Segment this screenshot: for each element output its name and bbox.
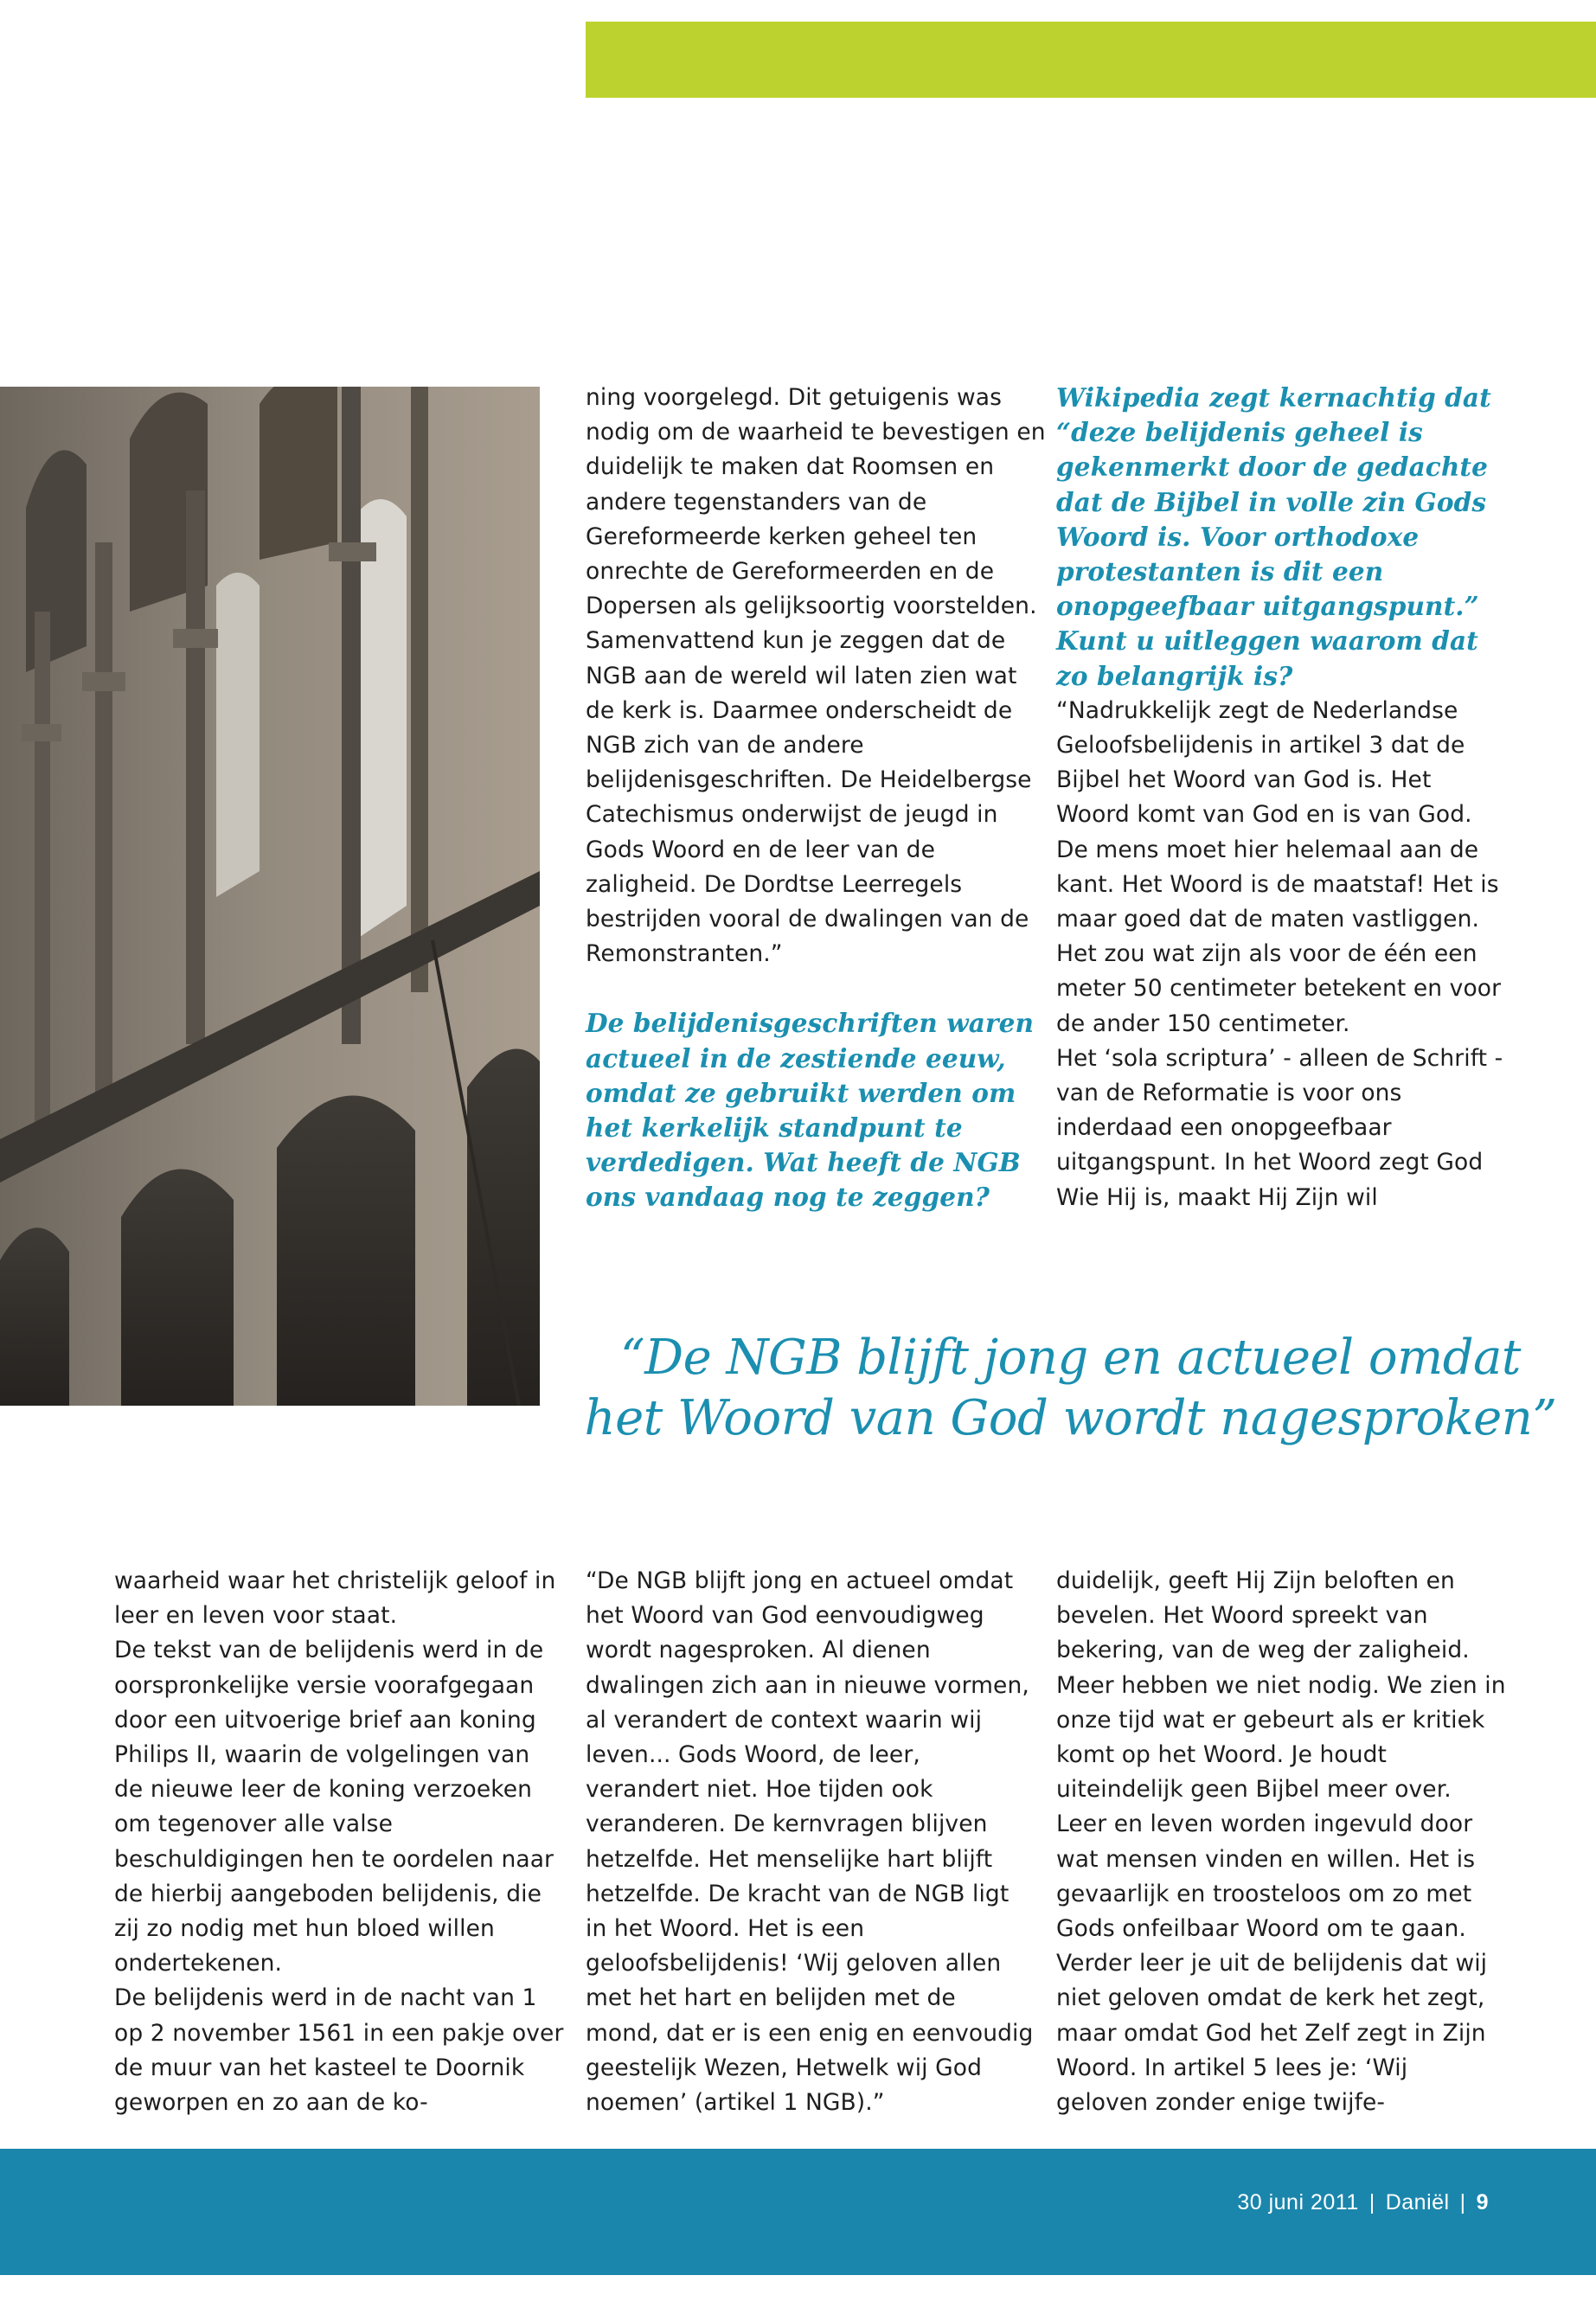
church-interior-photo bbox=[0, 387, 540, 1406]
interview-question: De belijdenisgeschriften waren actueel in de zestiende eeuw, omdat ze gebruikt werden om het kerkelijk standpunt te verdedigen. Wat heeft de NGB ons vandaag nog te zeggen? bbox=[586, 1008, 1034, 1213]
body-paragraph: Het ‘sola scriptura’ - alleen de Schrift - van de Reformatie is voor ons inderdaad een onopgeefbaar uitgangspunt. In het Woord zegt God Wie Hij is, maakt Hij Zijn wil bbox=[1056, 1044, 1503, 1211]
upper-text-column-left bbox=[586, 381, 1053, 1215]
footer-bar bbox=[0, 2149, 1596, 2275]
body-paragraph: duidelijk, geeft Hij Zijn beloften en bevelen. Het Woord spreekt van bekering, van de weg der zaligheid. Meer hebben we niet nodig. We zien in onze tijd wat er gebeurt als er kritiek komt op het Woord. Je houdt uiteindelijk geen Bijbel meer over. Leer en leven worden ingevuld door wat mensen vinden en willen. Het is gevaarlijk en troosteloos om zo met Gods onfeilbaar Woord om te gaan. Verder leer je uit de belijdenis dat wij niet geloven omdat de kerk het zegt, maar omdat God het Zelf zegt in Zijn Woord. In artikel 5 lees je: ‘Wij geloven zonder enige twijfe- bbox=[1056, 1567, 1506, 2117]
footer-info bbox=[1237, 2190, 1489, 2215]
lower-text-column-3 bbox=[1056, 1564, 1506, 2120]
lower-text-column-1 bbox=[114, 1564, 564, 2120]
body-paragraph: ning voorgelegd. Dit getuigenis was nodig om de waarheid te bevestigen en duidelijk te maken dat Roomsen en andere tegenstanders van de Gereformeerde kerken geheel ten onrechte de Gereformeerden en de Dopersen als gelijksoortig voorstelden. bbox=[586, 384, 1046, 620]
magazine-name: Daniël bbox=[1385, 2190, 1450, 2214]
body-paragraph: Samenvattend kun je zeggen dat de NGB aan de wereld wil laten zien wat de kerk is. Daarmee onderscheidt de NGB zich van de andere belijdenisgeschriften. De Heidelbergse Catechismus onderwijst de jeugd in Gods Woord en de leer van de zaligheid. De Dordtse Leerregels bestrijden vooral de dwalingen van de Remonstranten.” bbox=[586, 627, 1032, 968]
upper-text-column-right bbox=[1056, 381, 1506, 1215]
footer-separator: | bbox=[1368, 2190, 1375, 2214]
body-paragraph: De belijdenis werd in de nacht van 1 op 2 november 1561 in een pakje over de muur van het kasteel te Doornik geworpen en zo aan de ko- bbox=[114, 1984, 564, 2117]
footer-separator: | bbox=[1459, 2190, 1466, 2214]
body-paragraph: waarheid waar het christelijk geloof in leer en leven voor staat. bbox=[114, 1567, 556, 1630]
pull-quote bbox=[545, 1328, 1596, 1449]
page-number: 9 bbox=[1476, 2190, 1489, 2214]
header-accent-bar bbox=[586, 22, 1596, 98]
body-paragraph: “Nadrukkelijk zegt de Nederlandse Geloofsbelijdenis in artikel 3 dat de Bijbel het Woord van God is. Het Woord komt van God en is van God. De mens moet hier helemaal aan de kant. Het Woord is de maatstaf! Het is maar goed dat de maten vastliggen. Het zou wat zijn als voor de één een meter 50 centimeter betekent en voor de ander 150 centimeter. bbox=[1056, 696, 1502, 1037]
pull-quote-line: “De NGB blijft jong en actueel omdat bbox=[620, 1330, 1521, 1386]
interview-question: Wikipedia zegt kernachtig dat “deze belijdenis geheel is gekenmerkt door de gedachte dat de Bijbel in volle zin Gods Woord is. Voor orthodoxe protestanten is dit een onopgeefbaar uitgangspunt.” Kunt u uitleggen waarom dat zo belangrijk is? bbox=[1056, 382, 1491, 691]
lower-text-column-2 bbox=[586, 1564, 1035, 2120]
body-paragraph: “De NGB blijft jong en actueel omdat het Woord van God eenvoudigweg wordt nagesproken. Al dienen dwalingen zich aan in nieuwe vormen, al verandert de context waarin wij leven... Gods Woord, de leer, verandert niet. Hoe tijden ook veranderen. De kernvragen blijven hetzelfde. Het menselijke hart blijft hetzelfde. De kracht van de NGB ligt in het Woord. Het is een geloofsbelijdenis! ‘Wij geloven allen met het hart en belijden met de mond, dat er is een enig en eenvoudig geestelijk Wezen, Hetwelk wij God noemen’ (artikel 1 NGB).” bbox=[586, 1567, 1034, 2117]
pull-quote-line: het Woord van God wordt nagesproken” bbox=[584, 1390, 1557, 1446]
body-paragraph: De tekst van de belijdenis werd in de oorspronkelijke versie voorafgegaan door een uitvoerige brief aan koning Philips II, waarin de volgelingen van de nieuwe leer de koning verzoeken om tegenover alle valse beschuldigingen hen te oordelen naar de hierbij aangeboden belijdenis, die zij zo nodig met hun bloed willen ondertekenen. bbox=[114, 1637, 554, 1977]
issue-date: 30 juni 2011 bbox=[1237, 2190, 1359, 2214]
